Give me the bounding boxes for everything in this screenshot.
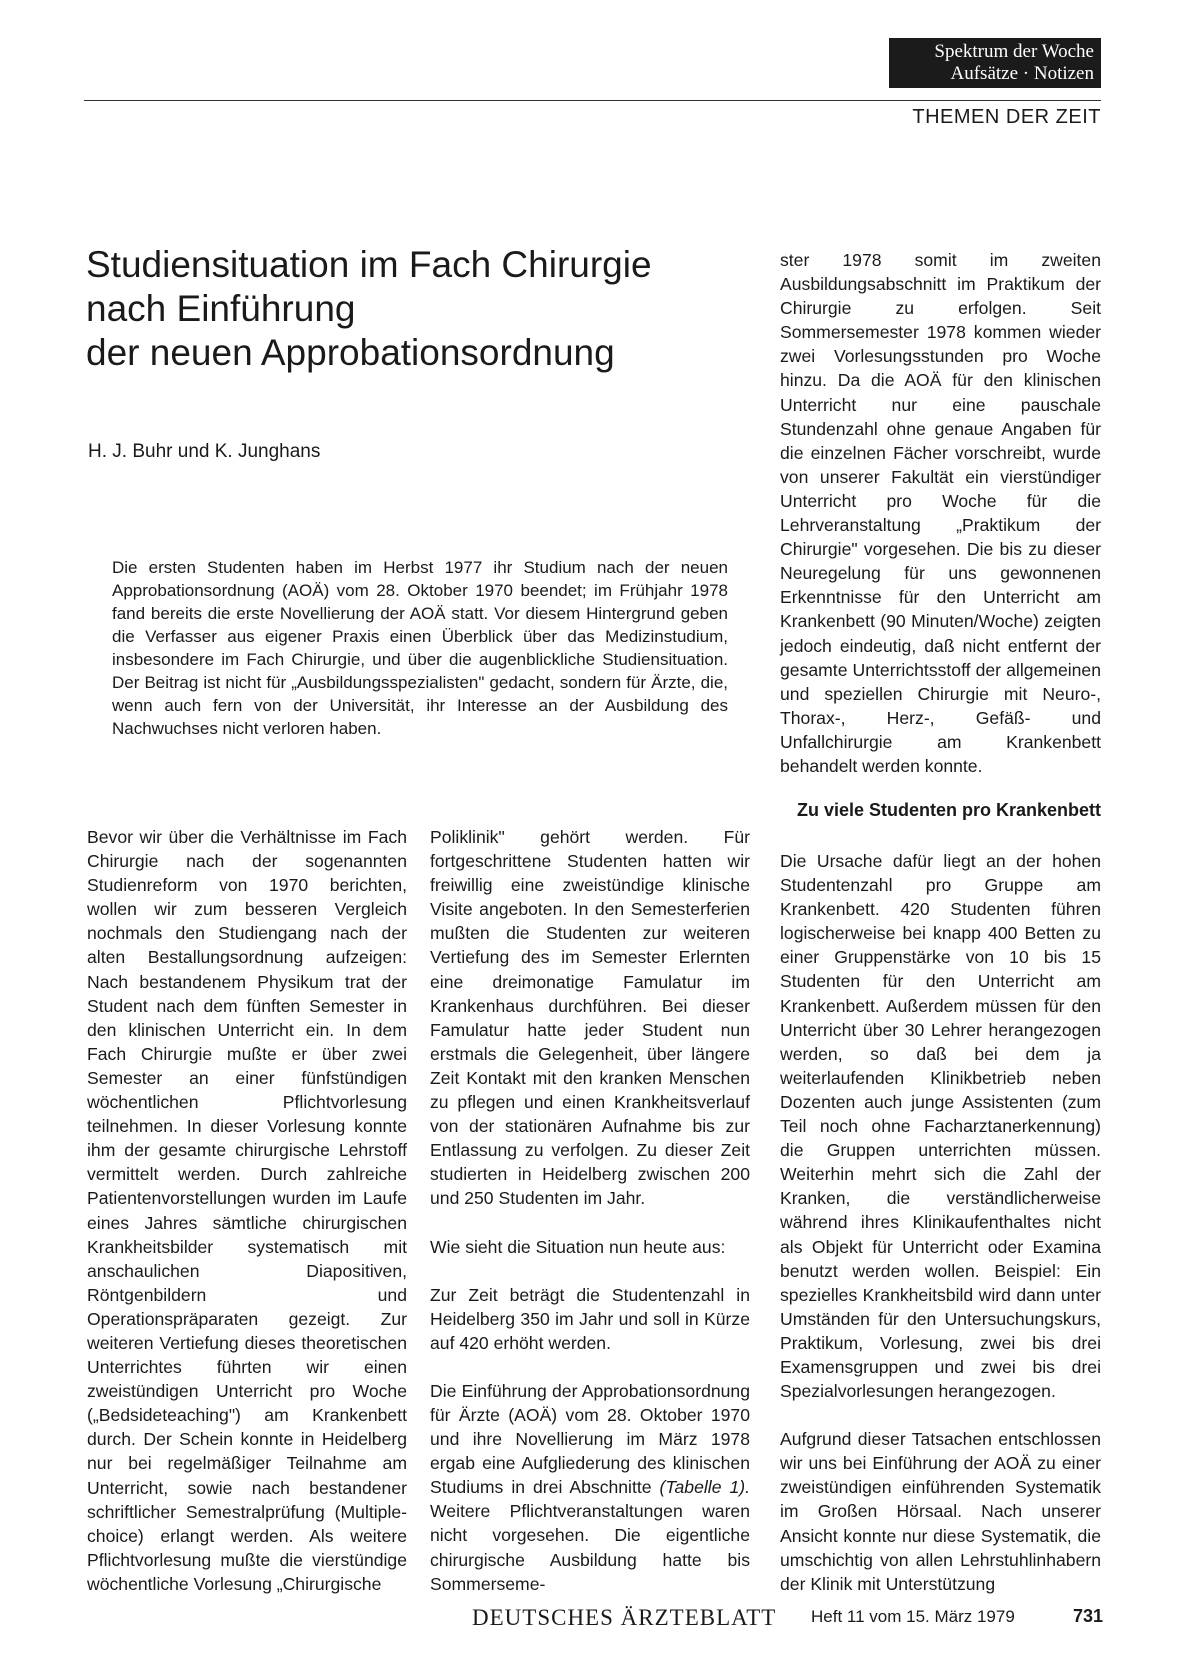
badge-line-2: Aufsätze · Notizen — [950, 63, 1094, 84]
section-badge — [889, 38, 1101, 88]
column-2 — [430, 825, 750, 1620]
paragraph — [430, 1379, 750, 1596]
paragraph: Aufgrund dieser Tatsachen entschlossen wir uns bei Einführung der AOÄ zu einer zweistündigen einführenden Systematik im Großen Hörsaal. Nach unserer Ansicht konnte nur diese Systematik, die umschichtig von allen Lehrstuhlinhabern der Klinik mit Unterstützung — [780, 1429, 1101, 1594]
footer-masthead: DEUTSCHES ÄRZTEBLATT — [472, 1605, 777, 1630]
title-line-2: nach Einführung — [86, 288, 356, 329]
paragraph: Wie sieht die Situation nun heute aus: — [430, 1236, 726, 1257]
footer-issue: Heft 11 vom 15. März 1979 — [811, 1607, 1015, 1626]
abstract: Die ersten Studenten haben im Herbst 1977 ihr Studium nach der neuen Approbationsordnung (AOÄ) vom 28. Oktober 1970 beendet; im Frühjahr 1978 fand bereits die erste Novellierung der AOÄ statt. Vor diesem Hintergrund geben die Verfasser aus eigener Praxis einen Überblick über das Medizinstudium, insbesondere im Fach Chirurgie, und über die augenblickliche Studiensituation. Der Beitrag ist nicht für „Ausbildungsspezialisten" gedacht, sondern für Ärzte, die, wenn auch fern von der Universität, ihr Interesse an der Ausbildung des Nachwuchses nicht verloren haben. — [112, 558, 728, 738]
paragraph: Bevor wir über die Verhältnisse im Fach Chirurgie nach der sogenannten Studienreform von 1970 berichten, wollen wir zum besseren Vergleich nochmals den Studiengang nach der alten Bestallungsordnung aufzeigen: Nach bestandenem Physikum trat der Student nach dem fünften Semester in den klinischen Unterricht ein. In dem Fach Chirurgie mußte er über zwei Semester an einer fünfstündigen wöchentlichen Pflichtvorlesung teilnehmen. In dieser Vorlesung konnte ihm der gesamte chirurgische Lehrstoff vermittelt werden. Durch zahlreiche Patientenvorstellungen wurden im Laufe eines Jahres sämtliche chirurgischen Krankheitsbilder systematisch mit anschaulichen Diapositiven, Röntgenbildern und Operationspräparaten gezeigt. Zur weiteren Vertiefung dieses theoretischen Unterrichtes führten wir einen zweistündigen Unterricht pro Woche („Bedsideteaching") am Krankenbett durch. Der Schein konnte in Heidelberg nur bei regelmäßiger Teilnahme am Unterricht, sowie nach bestandener schriftlicher Semestralprüfung (Multiple-choice) erlangt werden. Als weitere Pflichtvorlesung mußte die vierstündige wöchentliche Vorlesung „Chirurgische — [87, 827, 407, 1594]
paragraph: Zur Zeit beträgt die Studentenzahl in Heidelberg 350 im Jahr und soll in Kürze auf 420 erhöht werden. — [430, 1284, 750, 1353]
text-run: Weitere Pflichtveranstaltungen waren nicht vorgesehen. Die eigentliche chirurgische Ausbildung hatte bis Sommerseme- — [430, 1501, 750, 1594]
article-title — [86, 243, 766, 375]
column-3-bottom — [780, 849, 1101, 1620]
title-line-3: der neuen Approbationsordnung — [86, 332, 615, 373]
badge-line-1: Spektrum der Woche — [934, 41, 1094, 62]
column-3-top — [780, 248, 1101, 802]
header-rule — [84, 100, 1101, 101]
section-label: THEMEN DER ZEIT — [912, 106, 1101, 128]
authors: H. J. Buhr und K. Junghans — [88, 441, 321, 462]
title-line-1: Studiensituation im Fach Chirurgie — [86, 244, 652, 285]
column-1 — [87, 825, 407, 1620]
paragraph: Die Ursache dafür liegt an der hohen Studentenzahl pro Gruppe am Krankenbett. 420 Studenten führen logischerweise bei knapp 400 Betten zu einer Gruppenstärke von 10 bis 15 Studenten für den Unterricht am Krankenbett. Außerdem müssen für den Unterricht über 30 Lehrer herangezogen werden, so daß bei dem ja weiterlaufenden Klinikbetrieb neben Dozenten auch junge Assistenten (zum Teil noch ohne Facharztanerkennung) die Gruppen unterrichten müssen. Weiterhin mehrt sich die Zahl der Kranken, die verständlicherweise während ihres Klinikaufenthaltes nicht als Objekt für Unterricht oder Examina benutzt werden wollen. Beispiel: Ein spezielles Krankheitsbild wird dann unter Umständen für den Untersuchungskurs, Praktikum, Vorlesung, zwei bis drei Examensgruppen und zwei bis drei Spezialvorlesungen herangezogen. — [780, 851, 1101, 1402]
text-run: Die Einführung der Approbationsordnung für Ärzte (AOÄ) vom 28. Oktober 1970 und ihre Novellierung im März 1978 ergab eine Aufgliederung des klinischen Studiums in drei Abschnitte — [430, 1380, 750, 1498]
paragraph: ster 1978 somit im zweiten Ausbildungsabschnitt im Praktikum der Chirurgie zu erfolgen. Seit Sommersemester 1978 kommen wieder zwei Vorlesungsstunden pro Woche hinzu. Da die AOÄ für den klinischen Unterricht nur eine pauschale Stundenzahl ohne genaue Angaben für die einzelnen Fächer vorschreibt, wurde von unserer Fakultät ein vierstündiger Unterricht pro Woche für die Lehrveranstaltung „Praktikum der Chirurgie" vorgesehen. Die bis zu dieser Neuregelung für uns gewonnenen Erkenntnisse für den Unterricht am Krankenbett (90 Minuten/Woche) zeigten jedoch eindeutig, daß nicht entfernt der gesamte Unterrichtsstoff der allgemeinen und speziellen Chirurgie mit Neuro-, Thorax-, Herz-, Gefäß- und Unfallchirurgie am Krankenbett behandelt werden konnte. — [780, 250, 1101, 776]
page-number: 731 — [1073, 1606, 1104, 1626]
paragraph: Poliklinik" gehört werden. Für fortgeschrittene Studenten hatten wir freiwillig eine zweistündige klinische Visite angeboten. In den Semesterferien mußten die Studenten zur weiteren Vertiefung des im Semester Erlernten eine dreimonatige Famulatur im Krankenhaus durchführen. Bei dieser Famulatur hatte jeder Student nun erstmals die Gelegenheit, über längere Zeit Kontakt mit den kranken Menschen zu pflegen und einen Krankheitsverlauf von der stationären Aufnahme bis zur Entlassung zu verfolgen. Zu dieser Zeit studierten in Heidelberg zwischen 200 und 250 Studenten im Jahr. — [430, 827, 750, 1209]
subheading: Zu viele Studenten pro Krankenbett — [796, 800, 1101, 820]
table-reference: (Tabelle 1). — [659, 1477, 751, 1498]
